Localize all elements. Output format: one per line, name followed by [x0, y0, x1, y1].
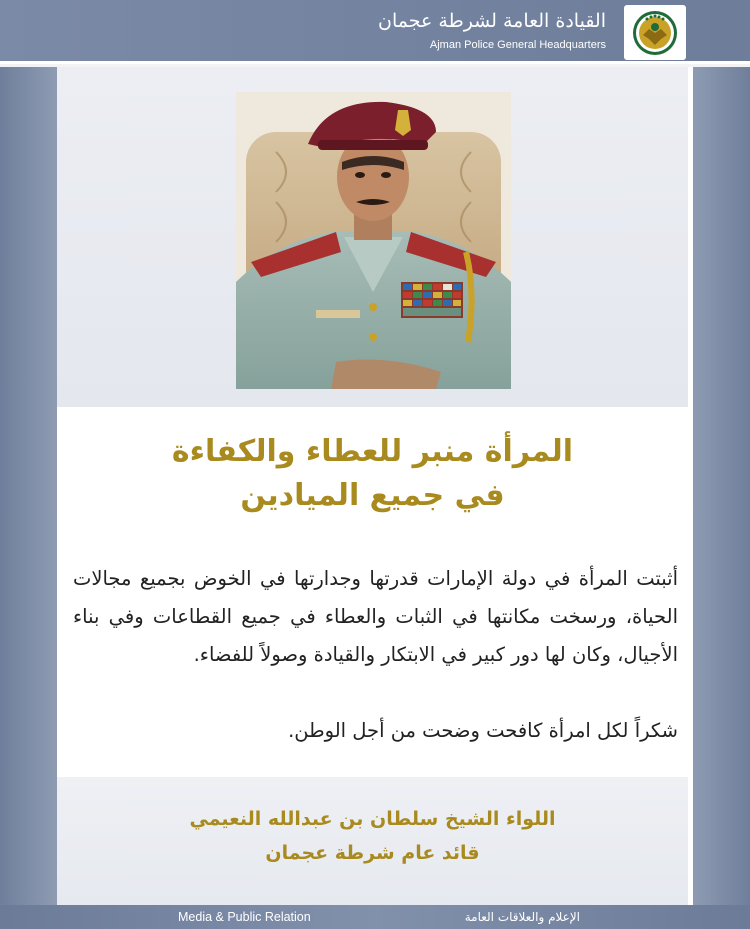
brand-title-en: Ajman Police General Headquarters: [429, 39, 606, 51]
footer-label-ar: الإعلام والعلاقات العامة: [464, 910, 580, 924]
ajman-police-emblem-icon: [624, 5, 686, 60]
thanks-line: شكراً لكل امرأة كافحت وضحت من أجل الوطن.: [288, 719, 678, 742]
body-paragraph: أثبتت المرأة في دولة الإمارات قدرتها وجدارتها في الخوض بجميع مجالات الحياة، ورسخت مكانتها في الثبات والعطاء في جميع القطاعات وفي بناء الأجيال، وكان لها دور كبير في الابتكار والقيادة وصولاً للفضاء.: [73, 567, 678, 666]
headline: [57, 430, 688, 518]
footer-bar: [0, 905, 750, 929]
signature-block: [57, 802, 688, 870]
headline-line-2: في جميع الميادين: [240, 478, 505, 513]
signature-title: قائد عام شرطة عجمان: [265, 842, 480, 864]
header-bar: [0, 0, 750, 64]
signature-name: اللواء الشيخ سلطان بن عبدالله النعيمي: [189, 808, 556, 830]
footer-label-en: Media & Public Relation: [178, 910, 311, 924]
right-side-band: [693, 67, 750, 905]
brand-title-ar: القيادة العامة لشرطة عجمان: [378, 10, 606, 32]
headline-line-1: المرأة منبر للعطاء والكفاءة: [171, 434, 574, 469]
commander-portrait: [236, 92, 511, 389]
brand-block: [378, 8, 606, 60]
left-side-band: [0, 67, 57, 905]
